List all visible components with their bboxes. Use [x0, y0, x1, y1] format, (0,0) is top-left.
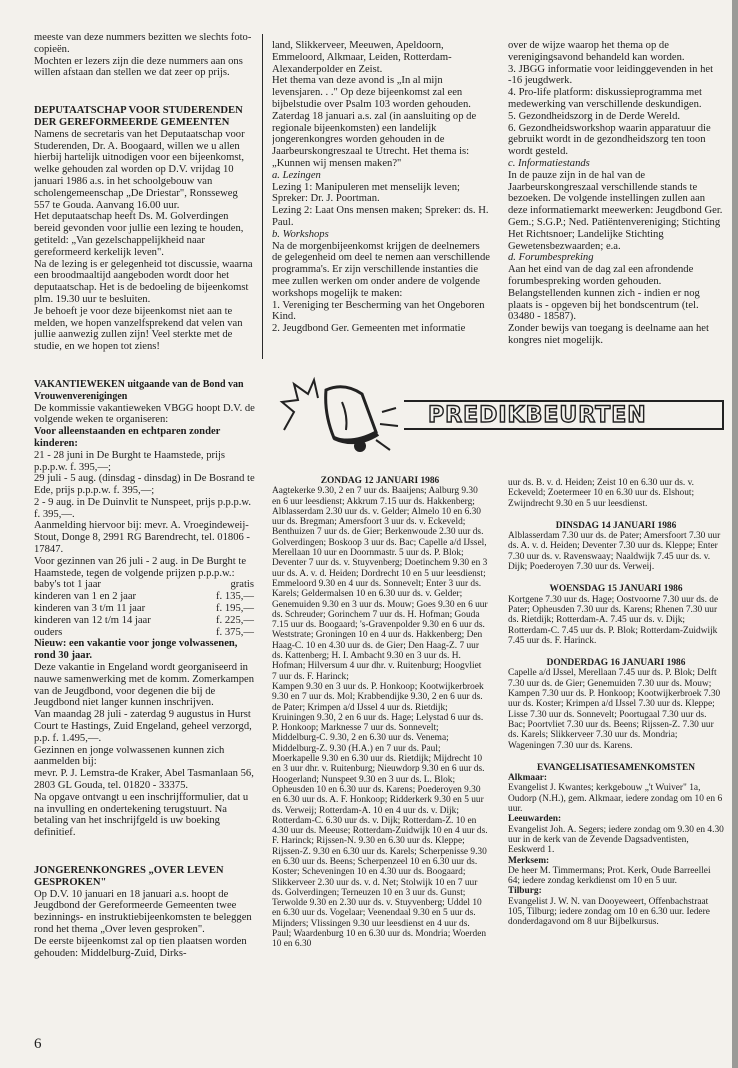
- price-row: kinderen van 12 t/m 14 jaar f. 225,—: [34, 614, 254, 626]
- preken-column-left: [272, 476, 488, 1036]
- informatiestands-text: In de pauze zijn in de hal van de Jaarbeurskongreszaal verschillende stands te bezoeken. De volgende instellingen zullen aan deze informatiemarkt meewerken: Jeugdbond Ger. Gem.; S.G.P.; Ned. Patiëntenvereniging; Stichting Het Richtsnoer; Landelijke Stichting Gewetensbezwaarden; e.a.: [508, 169, 723, 252]
- workshop-item: 2. Jeugdbond Ger. Gemeenten met informatie: [272, 323, 466, 335]
- evang-place: Merksem:: [508, 855, 550, 866]
- kongres-paragraph: Het thema van deze avond is „In al mijn levensjaren. . ." Op deze bijeenkomst zal een bijbelstudie over Psalm 103 worden gehouden.: [272, 75, 471, 110]
- toegang-text: Zonder bewijs van toegang is deelname aan het kongres niet mogelijk.: [508, 323, 709, 346]
- banner-title: PREDIKBEURTEN: [428, 402, 647, 428]
- woensdag-heading: WOENSDAG 15 JANUARI 1986: [549, 584, 683, 595]
- lezing-item: Lezing 1: Manipuleren met menselijk leven; Spreker: Dr. J. Poortman.: [272, 181, 460, 205]
- kongres-paragraph: land, Slikkerveer, Meeuwen, Apeldoorn, Emmeloord, Alkmaar, Leiden, Rotterdam-Alexanderpolder en Zeist.: [272, 40, 452, 75]
- workshops-intro: Na de morgenbijeenkomst krijgen de deelnemers de gelegenheid om deel te nemen aan verschillende programma's. Er zijn verschillende instanties die mee zullen werken om onder andere de volgende workshops mogelijk te maken:: [272, 240, 490, 299]
- workshop-item: 4. Pro-life platform: diskussieprogramma met medewerking van verschillende deskundigen.: [508, 87, 702, 110]
- evang-place: Alkmaar:: [508, 773, 548, 784]
- deputaatschap-paragraph: Namens de secretaris van het Deputaatschap voor Studerenden, Dr. A. Boogaard, willen we u allen hierbij hartelijk uitnodigen voor een bijeenkomst, welke gehouden zal worden op D.V. vrijdag 10 januari 1986 a.s. in het schoolgebouw van scholengemeenschap „De Driestar", Ronsseweg 557 te Gouda. Aanvang 16.00 uur.: [34, 128, 245, 211]
- informatiestands-label: c. Informatiestands: [508, 157, 590, 169]
- workshop-item: 3. JBGG informatie voor leidinggevenden in het -16 jeugdwerk.: [508, 63, 714, 87]
- deputaatschap-paragraph: Na de lezing is er gelegenheid tot discussie, waarna een broodmaaltijd aangeboden wordt door het deputaatschap. Het is de bedoeling de bijeenkomst plm. 19.30 uur te besluiten.: [34, 258, 253, 305]
- zondag-text: Kampen 9.30 en 3 uur ds. P. Honkoop; Kootwijkerbroek 9.30 en 7 uur ds. Mol; Krabbendijke 9.30, 2 en 6 uur ds. de Pater; Krimpen a/d IJssel 4 uur ds. Rietdijk; Kruiningen 9.30, 2 en 6 uur ds. Hage; Lelystad 6 uur ds. P. Honkoop; Marknesse 7 uur ds. Sonnevelt; Middelburg-C. 9.30, 2 en 6.30 uur ds. Venema; Middelburg-Z. 9.30 (H.A.) en 7 uur ds. Paul; Moerkapelle 9.30 en 6.30 uur ds. Rietdijk; Mijdrecht 10 en 3 uur dhr. v. Ruitenburg; Nieuwdorp 9.30 en 6 uur ds. Hoogerland; Nunspeet 9.30 en 3 uur ds. L. Blok; Opheusden 10 en 6.30 uur ds. Karens; Poederoyen 9.30 en 6.30 uur ds. A. F. Honkoop; Ridderkerk 9.30 en 5 uur ds. Verweij; Rotterdam-A. 10 en 4 uur ds. v. Dijk; Rotterdam-C. 6.30 uur ds. v. Dijk; Rotterdam-Z. 10 en 4.30 uur ds. Meeuse; Rotterdam-Zuidwijk 10 en 4 uur ds. F. Harinck; Rijssen-N. 9.30 en 6.30 uur ds. Kleppe; Rijssen-Z. 9.30 en 6.30 uur ds. Karels; Scherpenisse 9.30 en 6.30 uur ds. Beens; Scherpenzeel 10 en 6.30 uur ds. Koster; Scheveningen 10 en 4.30 uur ds. Boogaard; Slikkerveer 2.30 uur ds. v. d. Net; Stolwijk 10 en 7 uur ds. Golverdingen; Terneuzen 10 en 3 uur ds. Gunst; Terwolde 9.30 en 2.30 uur ds. v. Stuyvenberg; Uddel 10 en 6.30 uur ds. Vogelaar; Veenendaal 9.30 en 5 uur ds. Mijnders; Vlissingen 9.30 uur leesdienst en 4 uur ds. Paul; Waardenburg 10 en 6.30 uur ds. Mondria; Woerden 10 en 6.30: [272, 681, 488, 950]
- column-right: [508, 40, 726, 365]
- vakantie-gezinnen-aanmelden: Gezinnen en jonge volwassenen kunnen zich aanmelden bij:: [34, 744, 225, 768]
- jongerenkongres-paragraph: Op D.V. 10 januari en 18 januari a.s. hoopt de Jeugdbond der Gereformeerde Gemeenten twee bezinnings- en instruktiebijeenkomsten te beleggen rond het thema „Over leven gesproken".: [34, 888, 252, 935]
- belangstellenden-text: Belangstellenden kunnen zich - indien er nog plaats is - opgeven bij het bondscentrum (tel. 03480 - 18587).: [508, 287, 700, 323]
- intro-paragraph: Mochten er lezers zijn die deze nummers aan ons willen afstaan dan stellen we dat zeer op prijs.: [34, 55, 243, 79]
- church-bell-icon: [264, 372, 404, 466]
- vakantie-nieuw: Nieuw: een vakantie voor jonge volwassenen, rond 30 jaar.: [34, 638, 238, 662]
- price-row: kinderen van 1 en 2 jaar f. 135,—: [34, 591, 254, 603]
- workshop-item: over de wijze waarop het thema op de verenigingsavond behandeld kan worden.: [508, 40, 685, 63]
- forumbespreking-label: d. Forumbespreking: [508, 252, 594, 264]
- evangelisatie-heading: EVANGELISATIESAMENKOMSTEN: [536, 762, 696, 773]
- deputaatschap-paragraph: Het deputaatschap heeft Ds. M. Golverdingen bereid gevonden voor jullie een lezing te houden, getiteld: „Van gezelschappelijkheid naar gereformeerd kerkelijk leven".: [34, 211, 244, 258]
- banner-title-box: [404, 400, 724, 430]
- vakantie-gezinnen: Voor gezinnen van 26 juli - 2 aug. in De Burght te Haamstede, tegen de volgende prijzen p.p.p.w.:: [34, 555, 247, 579]
- evang-text: Evangelist J. Kwantes; kerkgebouw „'t Wuiver" 1a, Oudorp (N.H.), gem. Alkmaar, iedere zondag om 10 en 6 uur.: [508, 783, 723, 815]
- workshop-item: 5. Gezondheidszorg in de Derde Wereld.: [508, 110, 681, 122]
- deputaatschap-heading: DEPUTAATSCHAP VOOR STUDERENDEN DER GEREFORMEERDE GEMEENTEN: [34, 105, 243, 128]
- evang-text: De heer M. Timmermans; Prot. Kerk, Oude Barreellei 64; iedere zondag kerkdienst om 10 en 5 uur.: [508, 865, 711, 887]
- vakantie-date: 29 juli - 5 aug. (dinsdag - dinsdag) in De Bosrand te Ede, prijs p.p.p.w. f. 395,—;: [34, 473, 255, 497]
- donderdag-heading: DONDERDAG 16 JANUARI 1986: [546, 658, 686, 669]
- donderdag-text: Capelle a/d IJssel, Merellaan 7.45 uur ds. P. Blok; Delft 7.30 uur ds. de Gier; Genemuiden 7.30 uur ds. Mouw; Kampen 7.30 uur ds. P. Honkoop; Kootwijkerbroek 7.30 uur ds. Koster; Krimpen a/d IJssel 7.30 uur ds. Kleppe; Lisse 7.30 uur ds. Sonnevelt; Poortugaal 7.30 uur ds. Bac; Poortvliet 7.30 uur ds. Beens; Rijssen-Z. 7.30 uur ds. Karels; Slikkerveer 7.30 uur ds. Mondria; Wageningen 7.30 uur ds. Karens.: [508, 668, 721, 751]
- evang-text: Evangelist J. W. N. van Dooyeweert, Offenbachstraat 105, Tilburg; iedere zondag om 10 en 6.30 uur. Iedere donderdagavond om 8 uur Bijbelkursus.: [508, 896, 710, 928]
- workshop-item: 6. Gezondheidsworkshop waarin apparatuur die gebruikt wordt in de gezondheidszorg ten toon wordt gesteld.: [508, 122, 711, 158]
- price-row: kinderen van 3 t/m 11 jaar f. 195,—: [34, 603, 254, 615]
- forumbespreking-text: Aan het eind van de dag zal een afrondende forumbespreking worden gehouden.: [508, 264, 694, 287]
- vakantie-alleenstaanden: Voor alleenstaanden en echtparen zonder kinderen:: [34, 426, 221, 449]
- workshop-item: 1. Vereniging ter Bescherming van het Ongeboren Kind.: [272, 299, 485, 323]
- vakantie-intro: De kommissie vakantieweken VBGG hoopt D.V. de volgende weken te organiseren:: [34, 402, 255, 426]
- jongerenkongres-paragraph: De eerste bijeenkomst zal op tien plaatsen worden gehouden: Middelburg-Zuid, Dirks-: [34, 935, 247, 959]
- vakantie-date: 2 - 9 aug. in De Duinvlit te Nunspeet, prijs p.p.p.w. f. 395,—.: [34, 496, 252, 520]
- vakantie-maandag: Van maandag 28 juli - zaterdag 9 augustus in Hurst Court te Hastings, Zuid Engeland, geheel verzorgd, p.p. f. 1.495,—.: [34, 709, 252, 744]
- column-left: [34, 32, 256, 1032]
- zondag-continued: uur ds. B. v. d. Heiden; Zeist 10 en 6.30 uur ds. v. Eckeveld; Zoetermeer 10 en 6.30 uur ds. Elshout; Zwijndrecht 9.30 en 5 uur leesdienst.: [508, 478, 695, 509]
- price-row: baby's tot 1 jaar gratis: [34, 579, 254, 591]
- dinsdag-heading: DINSDAG 14 JANUARI 1986: [555, 520, 677, 531]
- deputaatschap-paragraph: Je behoeft je voor deze bijeenkomst niet aan te melden, we hopen vanzelfsprekend dat velen van jullie aanwezig zullen zijn! Veel sterkte met de studie, en we hopen tot ziens!: [34, 305, 243, 353]
- vakantieweken-heading: VAKANTIEWEKEN uitgaande van de Bond van Vrouwenverenigingen: [34, 378, 244, 402]
- vakantie-date: 21 - 28 juni in De Burght te Haamstede, prijs p.p.p.w. f. 395,—;: [34, 449, 226, 473]
- preken-column-right: [508, 478, 724, 1034]
- predikbeurten-banner: [264, 372, 734, 466]
- lezing-item: Lezing 2: Laat Ons mensen maken; Spreker: ds. H. Paul.: [272, 205, 489, 228]
- lezingen-label: a. Lezingen: [272, 169, 321, 181]
- vakantie-aanmelding: Aanmelding hiervoor bij: mevr. A. Vroegindeweij-Stout, Donge 8, 2991 RG Barendrecht, tel. 01806 - 17847.: [34, 520, 250, 556]
- column-divider: [262, 34, 263, 359]
- vakantie-engeland: Deze vakantie in Engeland wordt georganiseerd in nauwe samenwerking met de komm. Zomerkampen van de Jeugdbond, voor degenen die bij de Jeugdbond niet langer kunnen inschrijven.: [34, 662, 255, 709]
- intro-paragraph: meeste van deze nummers bezitten we slechts foto-copieën.: [34, 32, 252, 55]
- page-edge-shadow: [732, 0, 738, 1068]
- woensdag-text: Kortgene 7.30 uur ds. Hage; Oostvoorne 7.30 uur ds. de Pater; Opheusden 7.30 uur ds. Karens; Rhenen 7.30 uur ds. Rietdijk; Rotterdam-A. 7.45 uur ds. v. Dijk; Rotterdam-C. 7.45 uur ds. P. Blok; Rotterdam-Zuidwijk 7.45 uur ds. F. Harinck.: [508, 594, 719, 646]
- vakantie-contact: mevr. P. J. Lemstra-de Kraker, Abel Tasmanlaan 56, 2803 GL Gouda, tel. 01820 - 33375.: [34, 768, 254, 792]
- workshops-label: b. Workshops: [272, 228, 329, 240]
- price-row: ouders f. 375,—: [34, 626, 254, 638]
- page-number: 6: [34, 1036, 42, 1052]
- jongerenkongres-heading: JONGERENKONGRES „OVER LEVEN GESPROKEN": [34, 865, 224, 888]
- dinsdag-text: Alblasserdam 7.30 uur ds. de Pater; Amersfoort 7.30 uur ds. A. v. d. Heiden; Deventer 7.30 uur ds. Kleppe; Enter 7.30 uur ds. v. Ravenswaay; Naaldwijk 7.45 uur ds. v. Dijk; Poederoyen 7.30 uur ds. Verweij.: [508, 531, 721, 573]
- zondag-heading: ZONDAG 12 JANUARI 1986: [320, 476, 440, 486]
- vakantie-opgave: Na opgave ontvangt u een inschrijfformulier, dat u na invulling en ondertekening terugstuurt. Na betaling van het inschrijfgeld is uw boeking definitief.: [34, 791, 249, 839]
- evang-text: Evangelist Joh. A. Segers; iedere zondag om 9.30 en 4.30 uur in de kerk van de Zevende Dagsadventisten, Eeskwerd 1.: [508, 824, 724, 856]
- column-middle: [272, 40, 492, 365]
- zondag-text: Aagtekerke 9.30, 2 en 7 uur ds. Baaijens; Aalburg 9.30 en 6 uur leesdienst; Akkrum 7.15 uur ds. Hakkenberg; Alblasserdam 2.30 uur ds. v. Gelder; Almelo 10 en 6.30 uur ds. Bregman; Amersfoort 3 uur ds. v. Eckeveld; Benthuizen 7 uur ds. de Gier; Berkenwoude 2.30 uur ds. Golverdingen; Boskoop 3 uur ds. Bac; Capelle a/d IJssel, Merellaan 10 uur en Doornmastr. 5 uur ds. P. Blok; Deventer 7 uur ds. v. Stuyvenberg; Doetinchem 9.30 en 3 uur ds. A. v. d. Heiden; Dordrecht 10 en 5 uur leesdienst; Emmeloord 9.30 en 4 uur ds. Sonnevelt; Enter 3 uur ds. Karels; Geldermalsen 10 en 6.30 uur ds. v. Gelder; Genemuiden 9.30 en 3 uur ds. Mouw; Goes 9.30 en 6 uur ds. Schreuder; Gorinchem 7 uur ds. H. Hofman; Gouda 7.15 uur ds. Boogaard; 's-Gravenpolder 9.30 en 6 uur ds. Weststrate; Groningen 10 en 4 uur ds. Hakkenberg; Den Haag-C. 10 en 4.30 uur ds. de Gier; Den Haag-Z. 7 uur ds. Kattenberg; H. I. Ambacht 9.30 en 3 uur ds. H. Hofman; Hilversum 4 uur dhr. v. Ruitenburg; Hoogvliet 7 uur ds. F. Harinck;: [272, 486, 488, 682]
- evang-place: Tilburg:: [508, 886, 542, 897]
- evang-place: Leeuwarden:: [508, 814, 562, 825]
- kongres-paragraph: Zaterdag 18 januari a.s. zal (in aansluiting op de regionale bijeenkomsten) een landelijk jongerenkongres worden gehouden in de Jaarbeurskongreszaal te Utrecht. Het thema is: „Kunnen wij mensen maken?": [272, 110, 477, 169]
